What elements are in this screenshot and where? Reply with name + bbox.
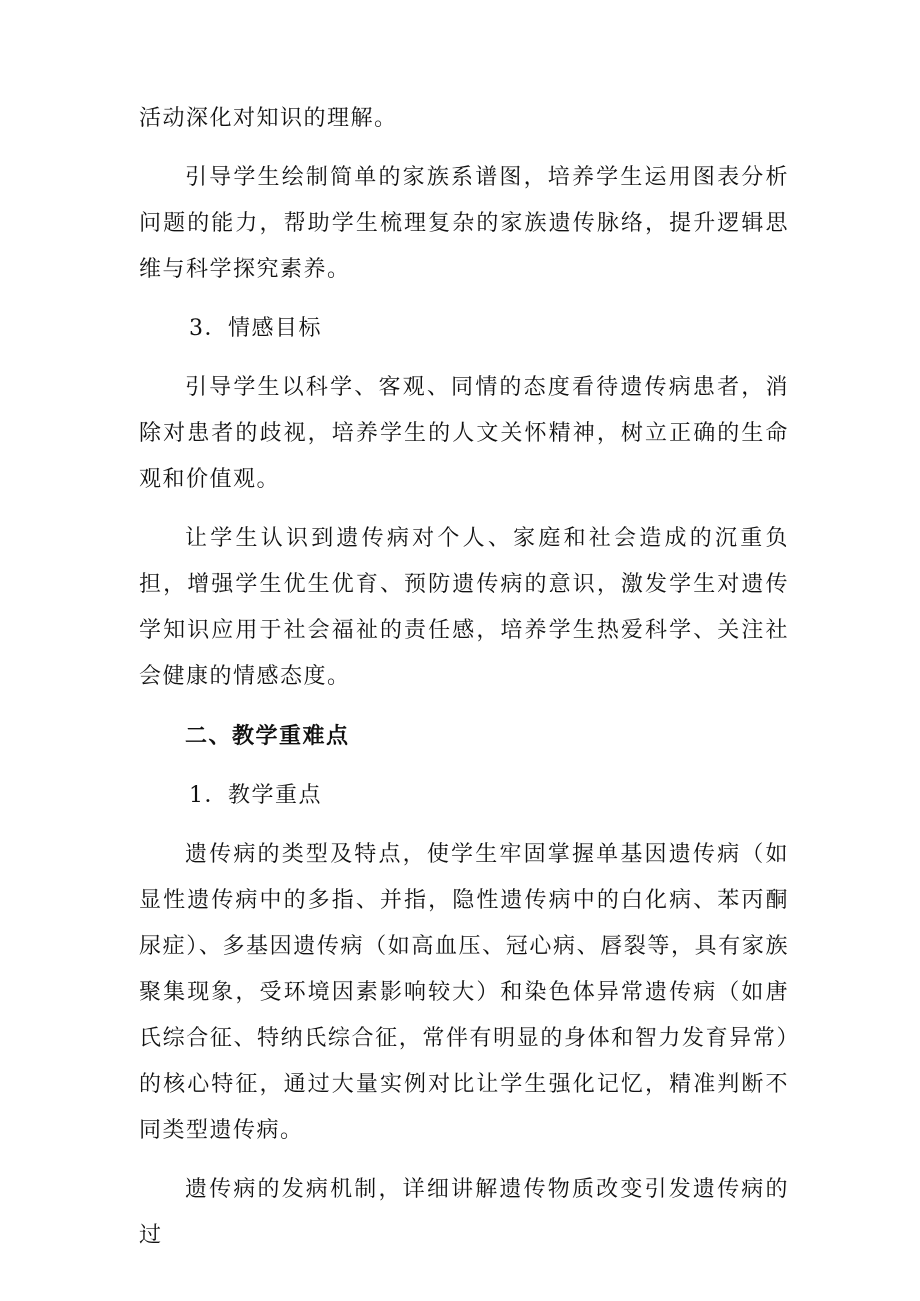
paragraph-pathogenesis: 遗传病的发病机制，详细讲解遗传物质改变引发遗传病的过 [139, 1177, 789, 1248]
document-body [139, 96, 789, 1272]
section-heading-key-difficulties: 二、教学重难点 [185, 723, 350, 749]
subheading-emotional-goals: 3．情感目标 [189, 316, 322, 341]
paragraph-disease-types: 遗传病的类型及特点，使学生牢固掌握单基因遗传病（如显性遗传病中的多指、并指，隐性遗传病中的白化病、苯丙酮尿症）、多基因遗传病（如高血压、冠心病、唇裂等，具有家族聚集现象，受环境因素影响较大）和染色体异常遗传病（如唐氏综合征、特纳氏综合征，常伴有明显的身体和智力发育异常）的核心特征，通过大量实例对比让学生强化记忆，精准判断不同类型遗传病。 [139, 842, 789, 1143]
paragraph-pedigree-chart: 引导学生绘制简单的家族系谱图，培养学生运用图表分析问题的能力，帮助学生梳理复杂的家族遗传脉络，提升逻辑思维与科学探究素养。 [139, 165, 789, 282]
paragraph-attitude: 引导学生以科学、客观、同情的态度看待遗传病患者，消除对患者的歧视，培养学生的人文关怀精神，树立正确的生命观和价值观。 [139, 375, 789, 492]
subheading-teaching-focus: 1．教学重点 [189, 783, 322, 808]
paragraph-continuation: 活动深化对知识的理解。 [139, 106, 398, 131]
paragraph-awareness: 让学生认识到遗传病对个人、家庭和社会造成的沉重负担，增强学生优生优育、预防遗传病的意识，激发学生对遗传学知识应用于社会福祉的责任感，培养学生热爱科学、关注社会健康的情感态度。 [139, 526, 789, 689]
